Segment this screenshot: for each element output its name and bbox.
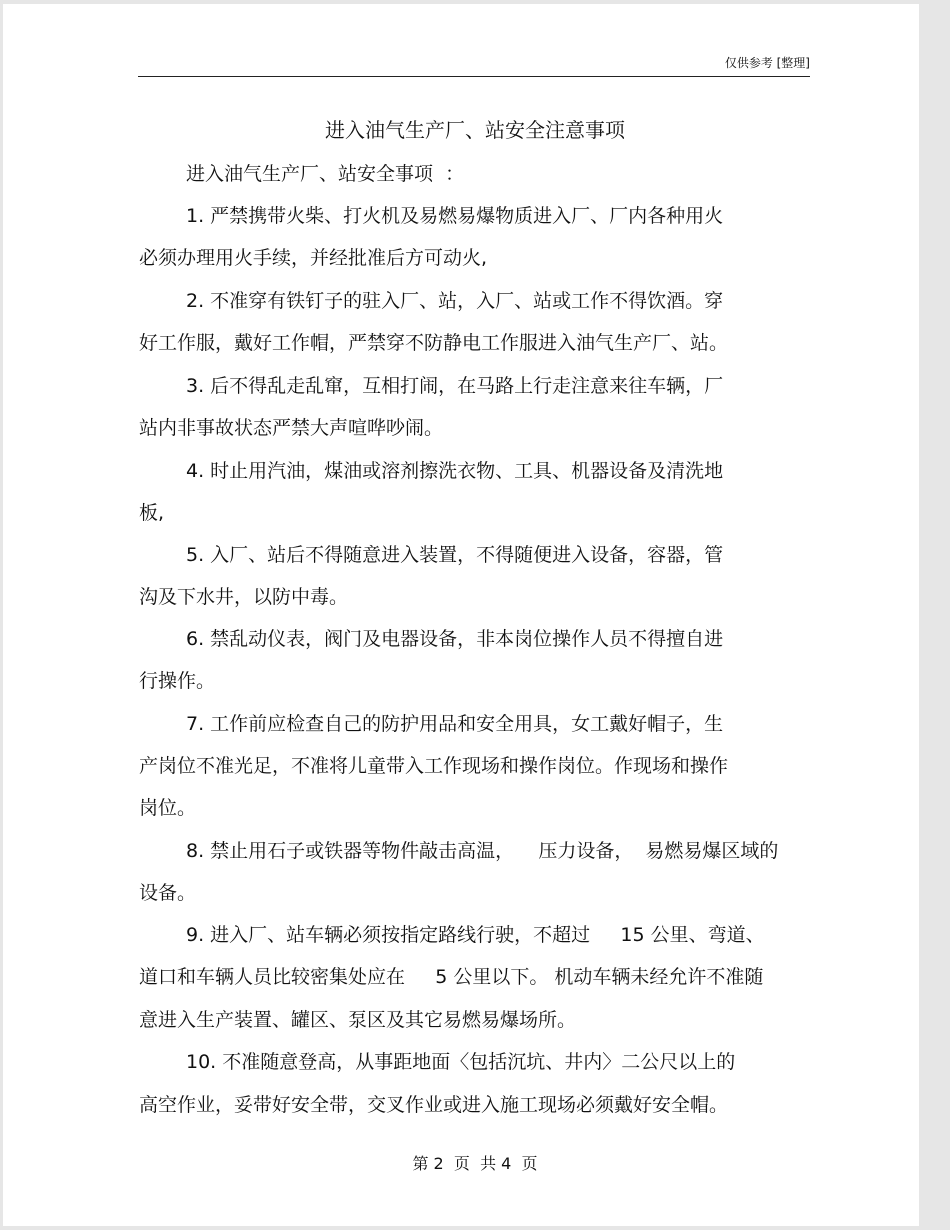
item-3-line-2: 站内非事故状态严禁大声喧哗吵闹。 bbox=[139, 417, 444, 439]
item-1-line-1: 1. 严禁携带火柴、打火机及易燃易爆物质进入厂、厂内各种用火 bbox=[186, 205, 724, 227]
item-2-line-1: 2. 不准穿有铁钉子的驻入厂、站，入厂、站或工作不得饮酒。穿 bbox=[186, 290, 724, 312]
item-9-line-2: 道口和车辆人员比较密集处应在 5 公里以下。 机动车辆未经允许不准随 bbox=[139, 966, 764, 988]
item-7-line-1: 7. 工作前应检查自己的防护用品和安全用具，女工戴好帽子，生 bbox=[186, 713, 724, 735]
header-note: 仅供参考 [整理] bbox=[724, 56, 810, 70]
item-7-line-2: 产岗位不准光足，不准将儿童带入工作现场和操作岗位。作现场和操作 bbox=[139, 755, 729, 777]
item-4-line-2: 板, bbox=[139, 502, 165, 524]
document-page bbox=[3, 4, 919, 1226]
item-8-line-1: 8. 禁止用石子或铁器等物件敲击高温， 压力设备， 易燃易爆区域的 bbox=[186, 840, 779, 862]
item-1-line-2: 必须办理用火手续，并经批准后方可动火, bbox=[139, 247, 488, 269]
item-9-line-1: 9. 进入厂、站车辆必须按指定路线行驶，不超过 15 公里、弯道、 bbox=[186, 924, 765, 946]
item-6-line-1: 6. 禁乱动仪表，阀门及电器设备，非本岗位操作人员不得擅自进 bbox=[186, 628, 724, 650]
document-title: 进入油气生产厂、站安全注意事项 bbox=[325, 118, 625, 142]
item-7-line-3: 岗位。 bbox=[139, 797, 197, 819]
item-3-line-1: 3. 后不得乱走乱窜，互相打闹，在马路上行走注意来往车辆，厂 bbox=[186, 375, 724, 397]
item-5-line-2: 沟及下水井，以防中毒。 bbox=[139, 586, 349, 608]
item-10-line-2: 高空作业，妥带好安全带，交叉作业或进入施工现场必须戴好安全帽。 bbox=[139, 1094, 729, 1116]
item-8-line-2: 设备。 bbox=[139, 882, 197, 904]
item-10-line-1: 10. 不准随意登高，从事距地面〈包括沉坑、井内〉二公尺以上的 bbox=[186, 1051, 736, 1073]
item-2-line-2: 好工作服，戴好工作帽，严禁穿不防静电工作服进入油气生产厂、站。 bbox=[139, 332, 729, 354]
page-indicator: 第 2 页 共 4 页 bbox=[412, 1154, 538, 1173]
intro-line: 进入油气生产厂、站安全事项 ： bbox=[186, 163, 465, 185]
header-divider bbox=[138, 76, 810, 77]
item-6-line-2: 行操作。 bbox=[139, 670, 216, 692]
item-5-line-1: 5. 入厂、站后不得随意进入装置，不得随便进入设备，容器，管 bbox=[186, 544, 724, 566]
item-4-line-1: 4. 时止用汽油，煤油或溶剂擦洗衣物、工具、机器设备及清洗地 bbox=[186, 460, 724, 482]
item-9-line-3: 意进入生产装置、罐区、泵区及其它易燃易爆场所。 bbox=[139, 1009, 577, 1031]
